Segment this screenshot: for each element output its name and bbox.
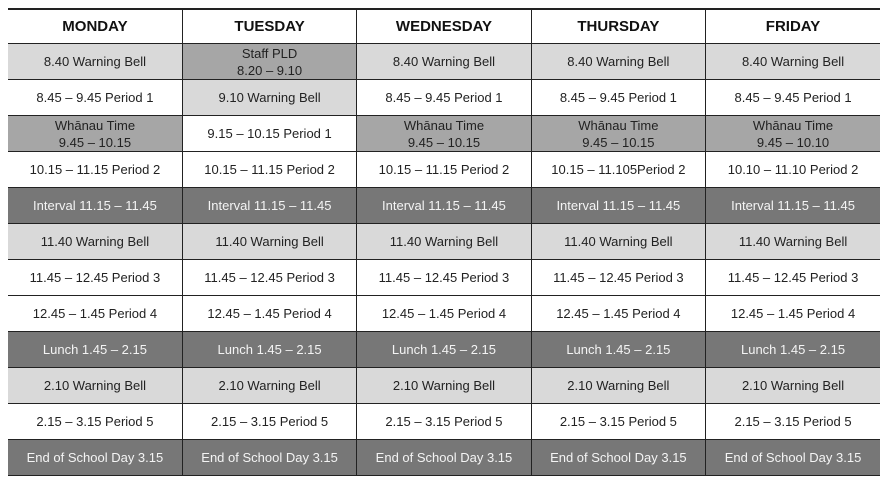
timetable-cell: 2.15 – 3.15 Period 5 <box>182 404 356 440</box>
timetable-cell: 8.40 Warning Bell <box>8 44 182 80</box>
timetable-cell: 11.40 Warning Bell <box>182 224 356 260</box>
timetable-cell: Whānau Time 9.45 – 10.15 <box>8 116 182 152</box>
day-header-monday: MONDAY <box>8 9 182 44</box>
timetable-cell: 8.45 – 9.45 Period 1 <box>357 80 531 116</box>
timetable-cell: Staff PLD 8.20 – 9.10 <box>182 44 356 80</box>
timetable-cell: 12.45 – 1.45 Period 4 <box>706 296 880 332</box>
timetable-cell: 11.45 – 12.45 Period 3 <box>8 260 182 296</box>
timetable-cell: 2.15 – 3.15 Period 5 <box>8 404 182 440</box>
timetable-cell: 2.10 Warning Bell <box>706 368 880 404</box>
timetable-cell: End of School Day 3.15 <box>8 440 182 476</box>
timetable-cell: 11.40 Warning Bell <box>357 224 531 260</box>
timetable-cell: 2.10 Warning Bell <box>8 368 182 404</box>
timetable-cell: 10.15 – 11.15 Period 2 <box>8 152 182 188</box>
timetable-cell: 8.45 – 9.45 Period 1 <box>706 80 880 116</box>
timetable-row <box>8 80 880 116</box>
timetable-row <box>8 152 880 188</box>
timetable-cell: 8.40 Warning Bell <box>357 44 531 80</box>
timetable-cell: 8.45 – 9.45 Period 1 <box>8 80 182 116</box>
school-timetable <box>8 8 880 476</box>
timetable-row <box>8 44 880 80</box>
timetable-cell: Interval 11.15 – 11.45 <box>8 188 182 224</box>
timetable-cell: 9.15 – 10.15 Period 1 <box>182 116 356 152</box>
timetable-cell: 12.45 – 1.45 Period 4 <box>8 296 182 332</box>
timetable-cell: Interval 11.15 – 11.45 <box>357 188 531 224</box>
timetable-cell: 10.10 – 11.10 Period 2 <box>706 152 880 188</box>
day-header-tuesday: TUESDAY <box>182 9 356 44</box>
timetable-cell: 12.45 – 1.45 Period 4 <box>357 296 531 332</box>
timetable-cell: End of School Day 3.15 <box>182 440 356 476</box>
timetable-row <box>8 260 880 296</box>
timetable-row <box>8 224 880 260</box>
day-header-thursday: THURSDAY <box>531 9 705 44</box>
timetable-cell: 2.15 – 3.15 Period 5 <box>357 404 531 440</box>
timetable-cell: 8.40 Warning Bell <box>531 44 705 80</box>
day-header-friday: FRIDAY <box>706 9 880 44</box>
day-header-wednesday: WEDNESDAY <box>357 9 531 44</box>
timetable-cell: 11.45 – 12.45 Period 3 <box>531 260 705 296</box>
day-header-row <box>8 9 880 44</box>
timetable-cell: End of School Day 3.15 <box>706 440 880 476</box>
timetable-row <box>8 404 880 440</box>
timetable-cell: Lunch 1.45 – 2.15 <box>531 332 705 368</box>
timetable-cell: 8.40 Warning Bell <box>706 44 880 80</box>
timetable-cell: Lunch 1.45 – 2.15 <box>706 332 880 368</box>
timetable-cell: 8.45 – 9.45 Period 1 <box>531 80 705 116</box>
timetable-cell: 11.45 – 12.45 Period 3 <box>357 260 531 296</box>
timetable-cell: 10.15 – 11.15 Period 2 <box>182 152 356 188</box>
timetable-cell: 10.15 – 11.15 Period 2 <box>357 152 531 188</box>
timetable-cell: End of School Day 3.15 <box>531 440 705 476</box>
timetable-cell: Whānau Time 9.45 – 10.15 <box>531 116 705 152</box>
timetable-row <box>8 296 880 332</box>
timetable-cell: Lunch 1.45 – 2.15 <box>182 332 356 368</box>
timetable-cell: 2.10 Warning Bell <box>531 368 705 404</box>
timetable-cell: 11.40 Warning Bell <box>8 224 182 260</box>
timetable-cell: 11.45 – 12.45 Period 3 <box>706 260 880 296</box>
timetable-row <box>8 332 880 368</box>
timetable-cell: 11.40 Warning Bell <box>706 224 880 260</box>
timetable-cell: 11.45 – 12.45 Period 3 <box>182 260 356 296</box>
timetable-row <box>8 188 880 224</box>
timetable-cell: 10.15 – 11.105Period 2 <box>531 152 705 188</box>
timetable-cell: End of School Day 3.15 <box>357 440 531 476</box>
timetable-cell: Interval 11.15 – 11.45 <box>706 188 880 224</box>
timetable-row <box>8 368 880 404</box>
timetable-cell: Lunch 1.45 – 2.15 <box>357 332 531 368</box>
timetable-cell: 2.10 Warning Bell <box>182 368 356 404</box>
timetable-row <box>8 116 880 152</box>
timetable-cell: 12.45 – 1.45 Period 4 <box>531 296 705 332</box>
timetable-cell: 2.15 – 3.15 Period 5 <box>531 404 705 440</box>
timetable-cell: Whānau Time 9.45 – 10.10 <box>706 116 880 152</box>
timetable-cell: 12.45 – 1.45 Period 4 <box>182 296 356 332</box>
timetable-row <box>8 440 880 476</box>
timetable-cell: 11.40 Warning Bell <box>531 224 705 260</box>
timetable-cell: Interval 11.15 – 11.45 <box>531 188 705 224</box>
timetable-cell: 9.10 Warning Bell <box>182 80 356 116</box>
timetable-cell: 2.10 Warning Bell <box>357 368 531 404</box>
timetable-cell: 2.15 – 3.15 Period 5 <box>706 404 880 440</box>
timetable-cell: Whānau Time 9.45 – 10.15 <box>357 116 531 152</box>
timetable-cell: Interval 11.15 – 11.45 <box>182 188 356 224</box>
timetable-cell: Lunch 1.45 – 2.15 <box>8 332 182 368</box>
